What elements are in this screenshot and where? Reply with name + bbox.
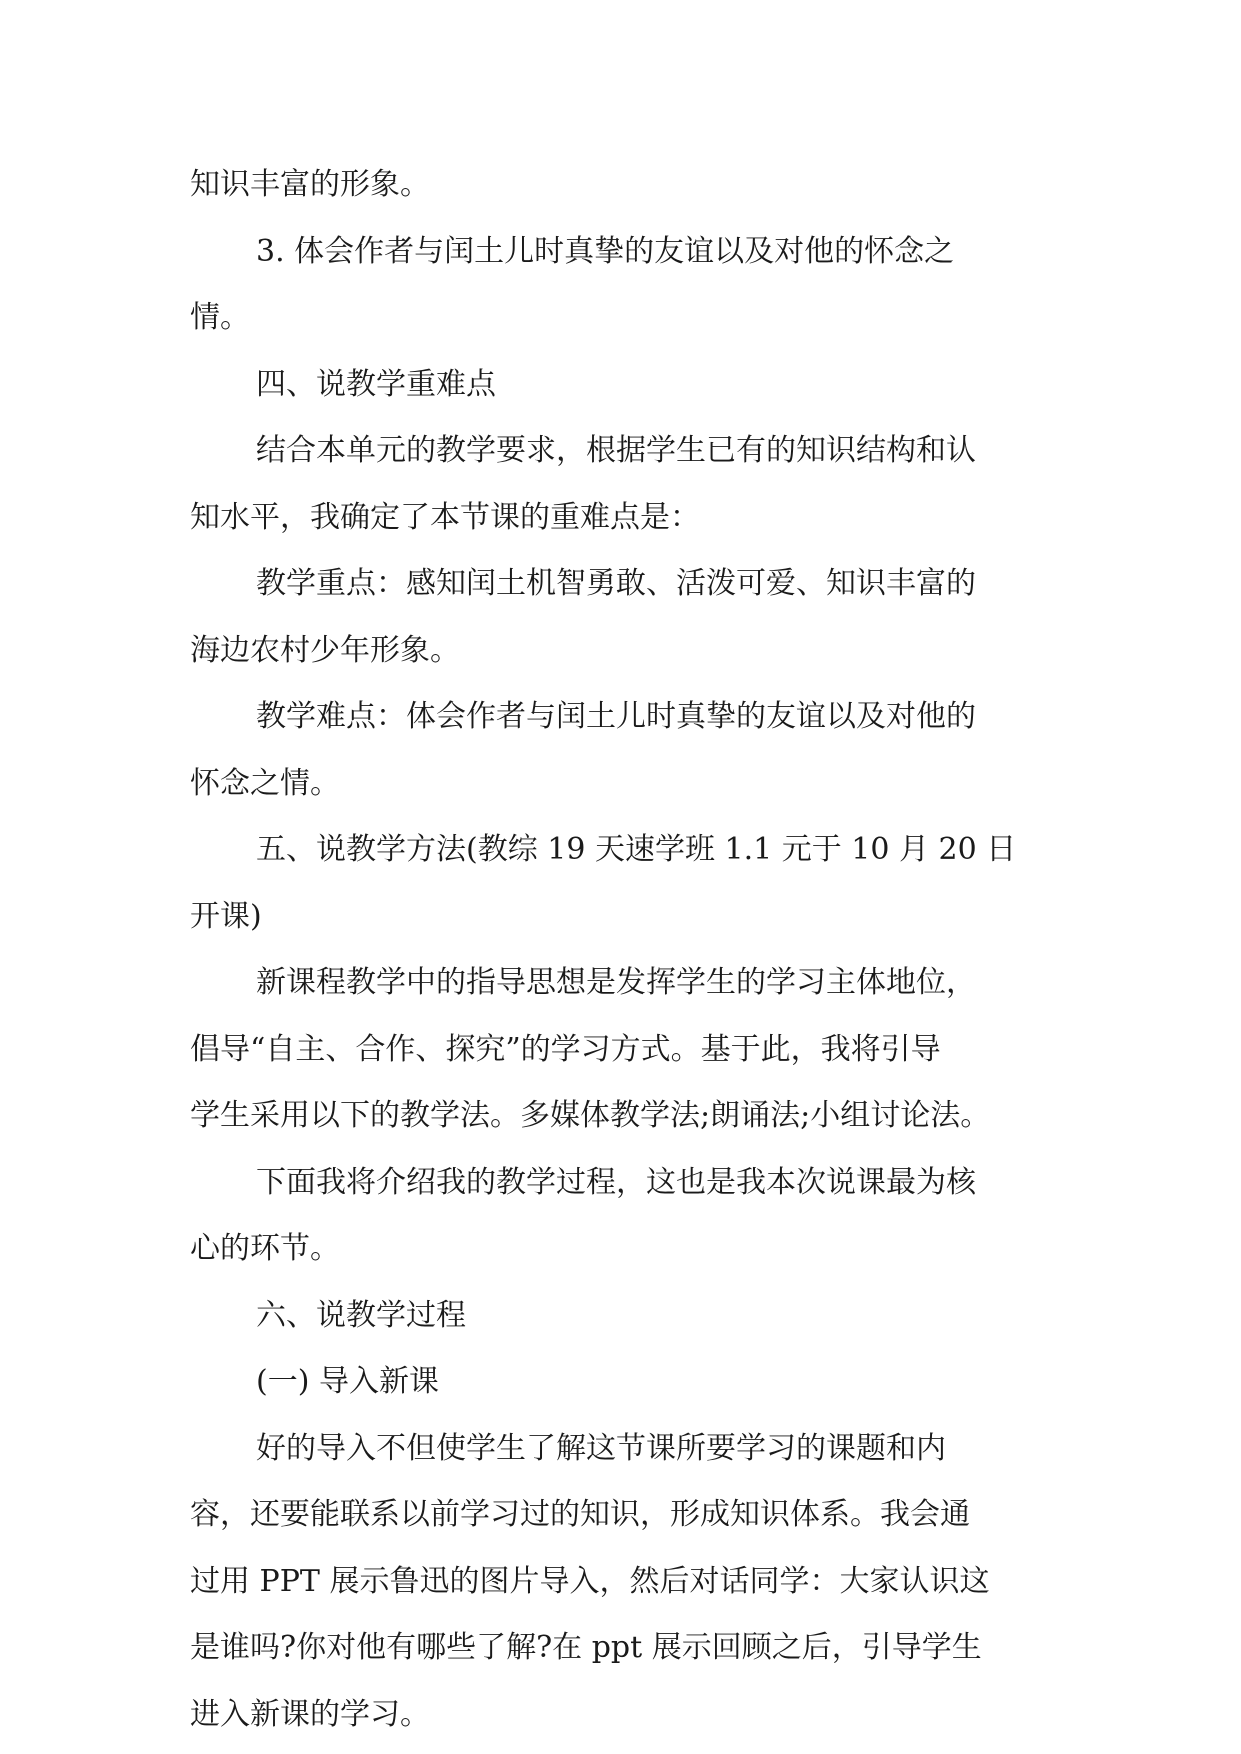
text-line: 好的导入不但使学生了解这节课所要学习的课题和内 [256, 1430, 946, 1466]
text-line: 3. 体会作者与闰土儿时真挚的友谊以及对他的怀念之 [256, 233, 955, 269]
text-line: 开课) [190, 898, 262, 934]
subsection-heading: (一) 导入新课 [256, 1364, 439, 1399]
text-line: 倡导“自主、合作、探究”的学习方式。基于此，我将引导 [190, 1031, 941, 1067]
document-body [190, 152, 1060, 1748]
text-line: 海边农村少年形象。 [190, 632, 460, 668]
text-line: 进入新课的学习。 [190, 1696, 430, 1732]
section-heading: 五、说教学方法(教综 19 天速学班 1.1 元于 10 月 20 日 [256, 832, 1017, 867]
text-line: 知水平，我确定了本节课的重难点是： [190, 499, 700, 535]
text-line: 是谁吗?你对他有哪些了解?在 ppt 展示回顾之后，引导学生 [190, 1630, 982, 1665]
text-line: 学生采用以下的教学法。多媒体教学法;朗诵法;小组讨论法。 [190, 1098, 991, 1133]
section-heading: 四、说教学重难点 [256, 366, 496, 402]
text-line: 教学难点：体会作者与闰土儿时真挚的友谊以及对他的 [256, 699, 976, 734]
text-line: 过用 PPT 展示鲁迅的图片导入，然后对话同学：大家认识这 [190, 1563, 990, 1599]
text-line: 结合本单元的教学要求，根据学生已有的知识结构和认 [256, 433, 976, 468]
text-line: 知识丰富的形象。 [190, 167, 430, 202]
text-line: 心的环节。 [190, 1231, 340, 1266]
section-heading: 六、说教学过程 [256, 1297, 466, 1333]
text-line: 容，还要能联系以前学习过的知识，形成知识体系。我会通 [190, 1497, 970, 1532]
text-line: 下面我将介绍我的教学过程，这也是我本次说课最为核 [256, 1164, 976, 1200]
text-line: 怀念之情。 [190, 765, 340, 801]
text-line: 教学重点：感知闰土机智勇敢、活泼可爱、知识丰富的 [256, 566, 976, 601]
text-line: 新课程教学中的指导思想是发挥学生的学习主体地位， [256, 965, 976, 1000]
text-line: 情。 [190, 300, 250, 335]
